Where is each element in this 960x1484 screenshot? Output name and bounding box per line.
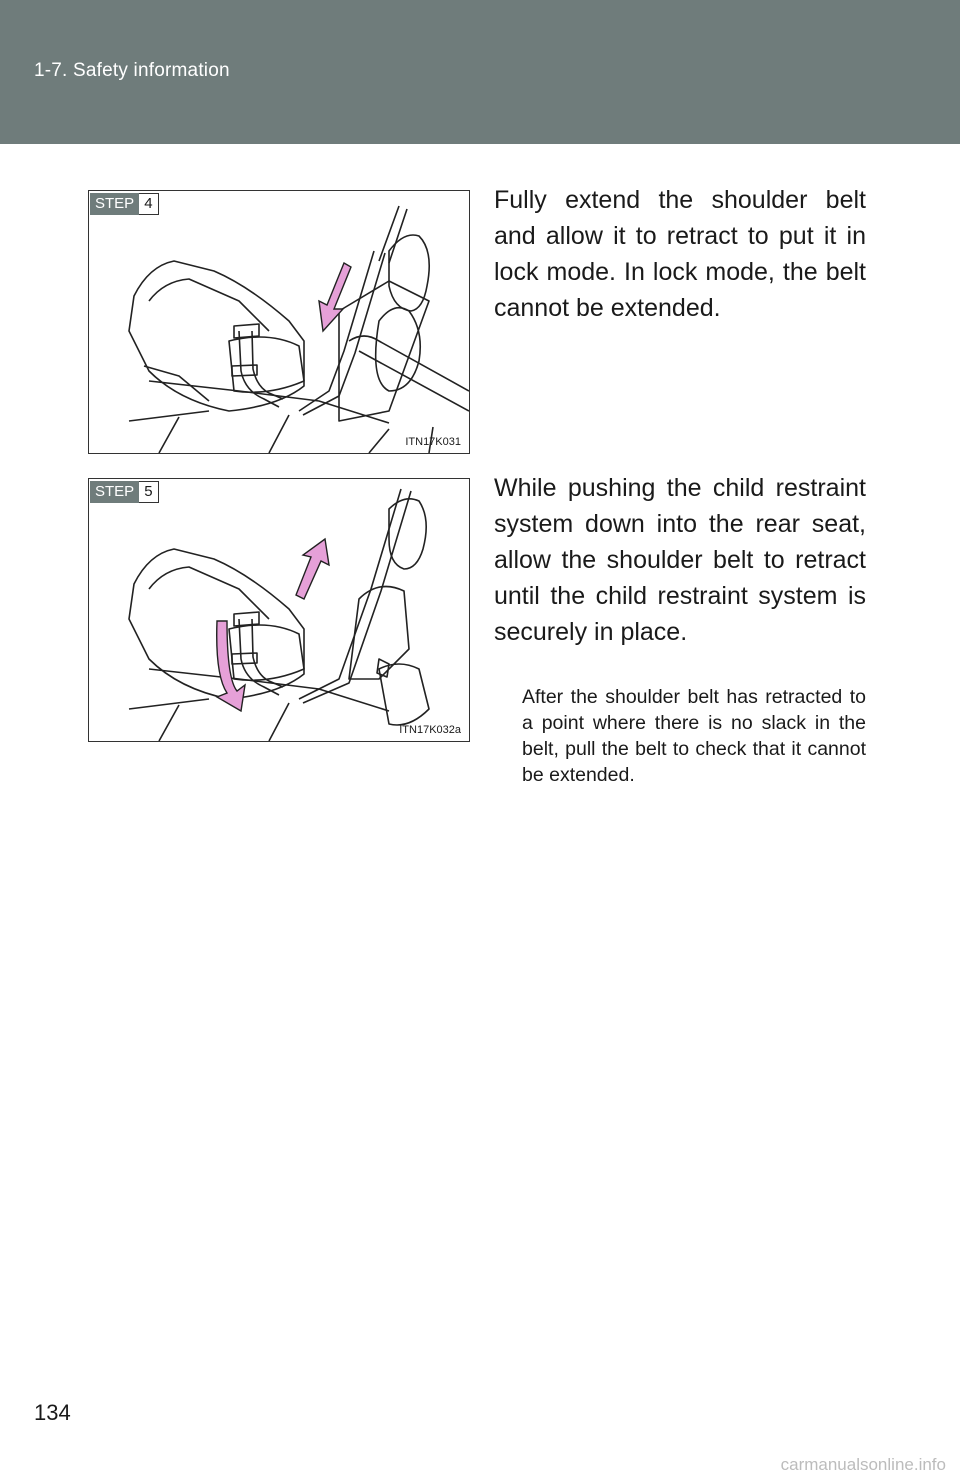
- step-badge: [90, 193, 159, 215]
- figure-code: ITN17K032a: [399, 724, 461, 736]
- arrow-up-icon: [296, 539, 329, 599]
- figure-code: ITN17K031: [405, 436, 461, 448]
- step-5-note: After the shoulder belt has retracted to a point where there is no slack in the belt, pull the belt to check that it cannot be extended.: [522, 686, 866, 786]
- step-4-instruction: Fully extend the shoulder belt and allow it to retract to put it in lock mode. In lock mode, the belt cannot be extended.: [494, 186, 866, 322]
- step-badge: [90, 481, 159, 503]
- page-number: 134: [34, 1400, 71, 1425]
- illustration-step-5: [88, 478, 470, 742]
- watermark: carmanualsonline.info: [780, 1455, 946, 1474]
- child-seat-belt-illustration-4: [89, 191, 469, 453]
- illustration-step-4: [88, 190, 470, 454]
- step-label: STEP: [90, 481, 139, 503]
- arrow-down-icon: [319, 263, 351, 331]
- child-seat-belt-illustration-5: [89, 479, 469, 741]
- step-label: STEP: [90, 193, 139, 215]
- header-bar: [0, 0, 960, 144]
- arrow-curved-down-icon: [217, 621, 245, 711]
- step-number: 5: [139, 481, 158, 503]
- step-5-instruction: While pushing the child restraint system down into the rear seat, allow the shoulder belt to retract until the child restraint system is securely in place.: [494, 474, 866, 646]
- section-title: 1-7. Safety information: [34, 60, 230, 81]
- step-number: 4: [139, 193, 158, 215]
